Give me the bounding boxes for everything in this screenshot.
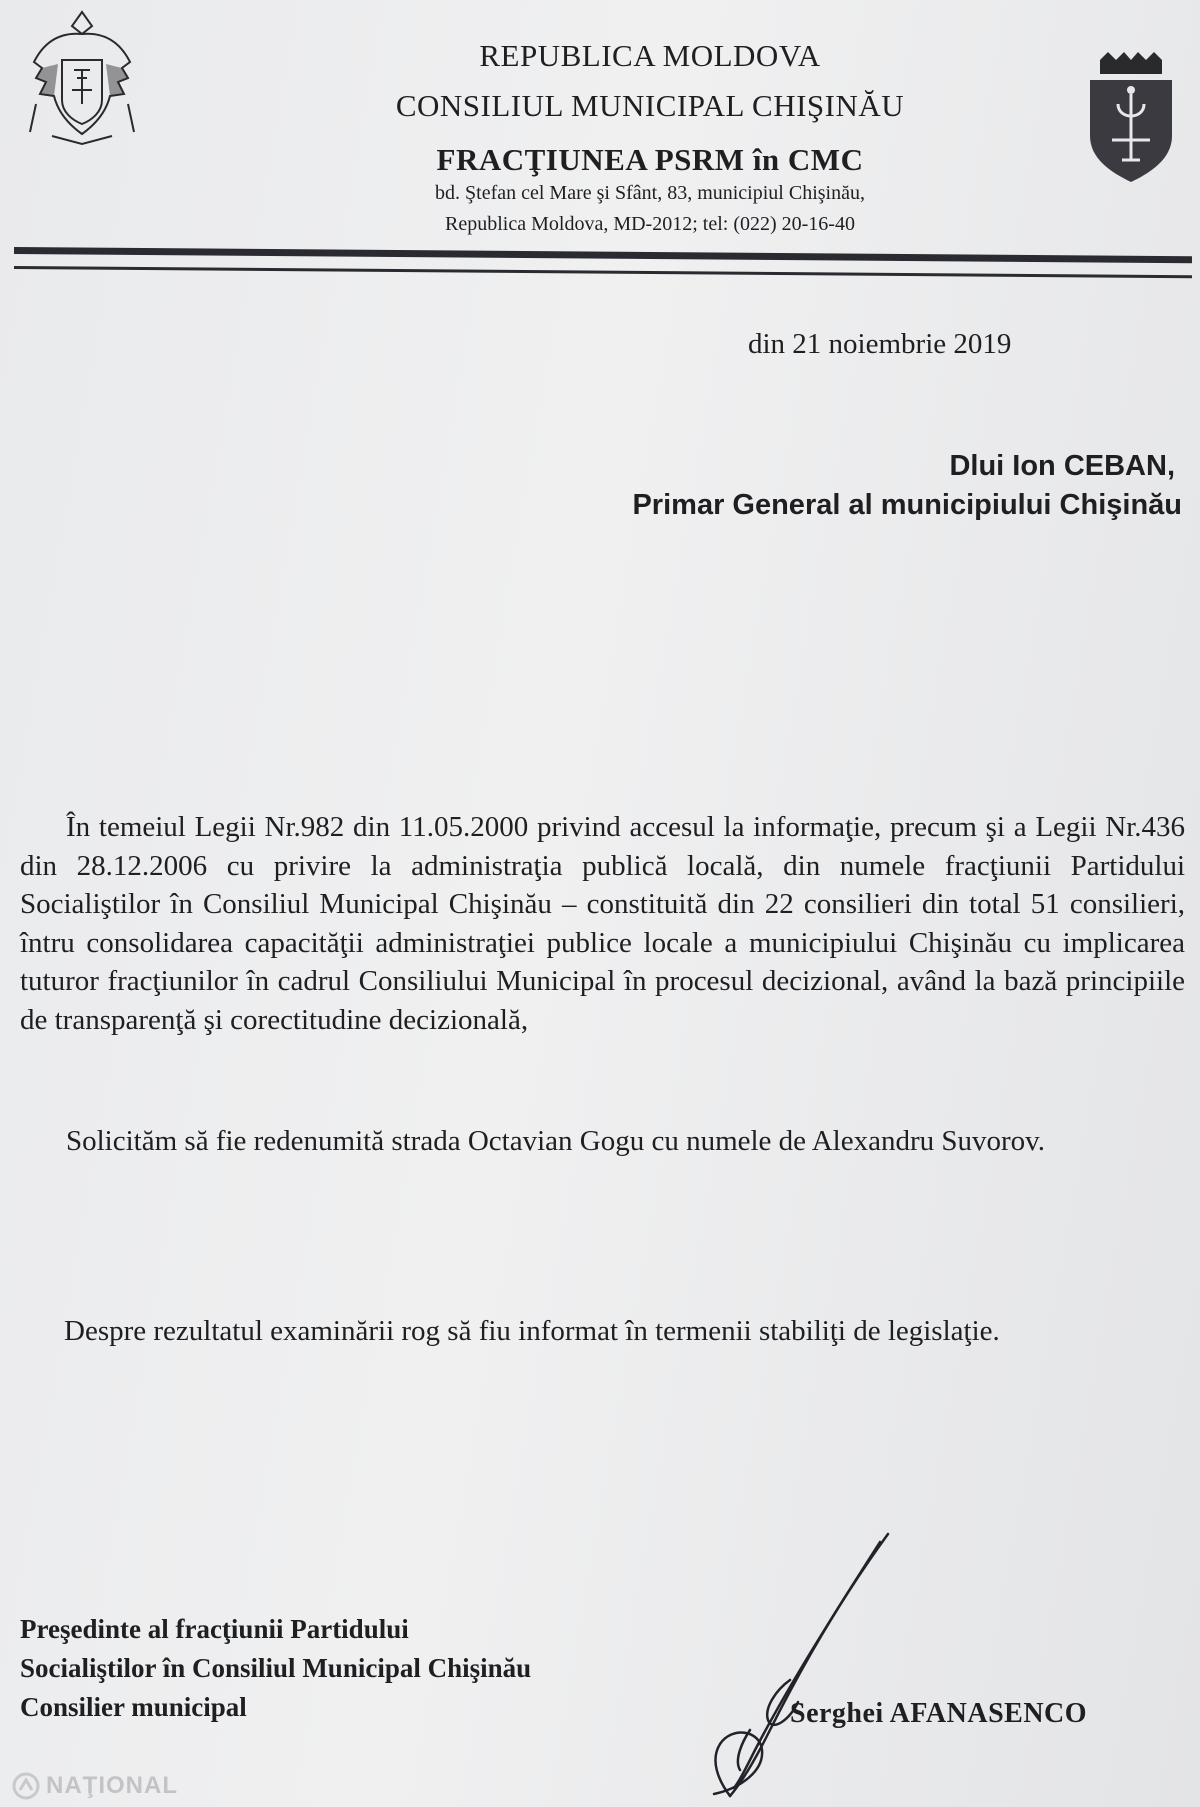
document-date: din 21 noiembrie 2019 [748,328,1012,360]
handwritten-signature-icon [690,1530,920,1807]
signatory-line-3: Consilier municipal [20,1692,247,1722]
body-paragraph-2: Solicităm să fie redenumită strada Octavian Gogu cu numele de Alexandru Suvorov. [66,1125,1046,1157]
signatory-name: Serghei AFANASENCO [790,1698,1088,1729]
signatory-position [20,1610,531,1727]
body-paragraph-3: Despre rezultatul examinării rog să fiu informat în termenii stabiliţi de legislaţie. [64,1315,1000,1347]
header-divider-thick [14,247,1192,263]
header-address-line1: bd. Ştefan cel Mare şi Sfânt, 83, municipiul Chişinău, [435,182,865,204]
body-paragraph-1: În temeiul Legii Nr.982 din 11.05.2000 privind accesul la informaţie, precum şi a Legii Nr.436 din 28.12.2006 cu privire la administraţia publică locală, din numele fracţiunii Partidului Socialiştilor în Consiliul Municipal Chişinău – constituită din 22 consilieri din total 51 consilieri, întru consolidarea capacităţii administraţiei publice locale a municipiului Chişinău cu implicarea tuturor fracţiunilor în cadrul Consiliului Municipal în procesul decizional, având la bază principiile de transparenţă şi corectitudine decizională, [20,811,1185,1036]
signatory-line-2: Socialiştilor în Consiliul Municipal Chişinău [20,1653,532,1683]
header-address-line2: Republica Moldova, MD-2012; tel: (022) 20-16-40 [445,213,855,235]
header-divider-thin [14,266,1192,278]
header-country: REPUBLICA MOLDOVA [479,38,821,73]
chisinau-coat-of-arms-icon [1082,50,1180,185]
recipient-title: Primar General al municipiului Chişinău [632,489,1182,521]
recipient-name: Dlui Ion CEBAN, [949,450,1175,482]
header-faction: FRACŢIUNEA PSRM în CMC [436,142,864,177]
publisher-watermark: NAŢIONAL [46,1772,178,1799]
signatory-line-1: Preşedinte al fracţiunii Partidului [20,1614,409,1644]
moldova-coat-of-arms-icon [22,4,142,154]
header-council: CONSILIUL MUNICIPAL CHIŞINĂU [395,88,905,123]
